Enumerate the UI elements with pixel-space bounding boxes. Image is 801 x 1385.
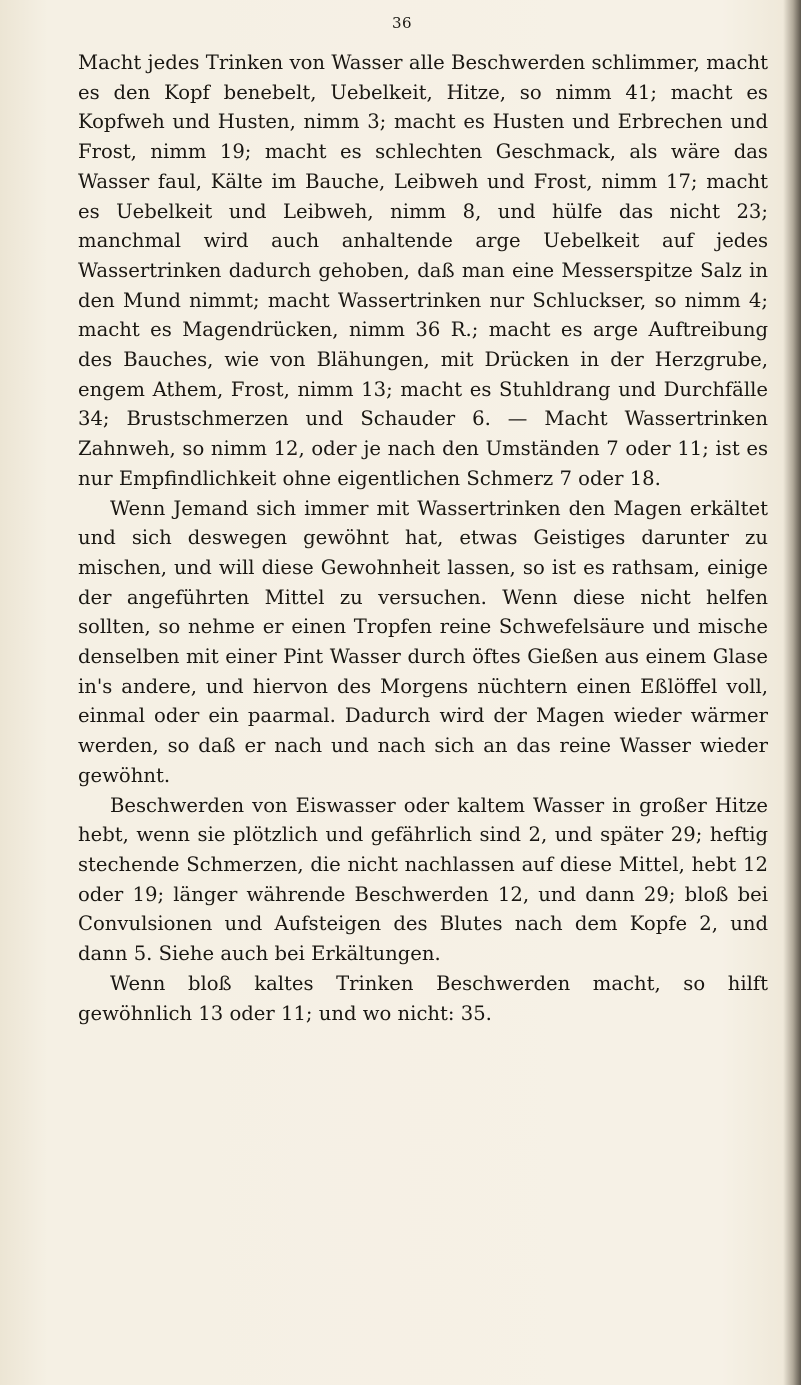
page-number: 36 <box>392 14 413 32</box>
paragraph-stomach-habit: Wenn Jemand sich immer mit Wassertrinken den Magen erkältet und sich deswegen gewöhnt hat, etwas Geistiges darunter zu mischen, und will diese Gewohnheit lassen, so ist es rathsam, einige der angeführten Mittel zu versuchen. Wenn diese nicht helfen sollten, so nehme er einen Tropfen reine Schwefelsäure und mische denselben mit einer Pint Wasser durch öftes Gießen aus einem Glase in's andere, und hiervon des Morgens nüchtern einen Eßlöffel voll, einmal oder ein paarmal. Dadurch wird der Magen wieder wärmer werden, so daß er nach und nach sich an das reine Wasser wieder gewöhnt. <box>78 496 768 787</box>
paragraph-cold-drinking: Wenn bloß kaltes Trinken Beschwerden macht, so hilft gewöhnlich 13 oder 11; und wo nicht: 35. <box>78 971 768 1025</box>
paragraph-ice-water: Beschwerden von Eiswasser oder kaltem Wasser in großer Hitze hebt, wenn sie plötzlich und gefährlich sind 2, und später 29; heftig stechende Schmerzen, die nicht nachlassen auf diese Mittel, hebt 12 oder 19; länger währende Beschwerden 12, und dann 29; bloß bei Convulsionen und Aufsteigen des Blutes nach dem Kopfe 2, und dann 5. Siehe auch bei Erkältungen. <box>78 793 768 966</box>
body-text <box>78 48 768 1028</box>
paragraph-water-drinking-remedies: Macht jedes Trinken von Wasser alle Beschwerden schlimmer, macht es den Kopf benebelt, Uebelkeit, Hitze, so nimm 41; macht es Kopfweh und Husten, nimm 3; macht es Husten und Erbrechen und Frost, nimm 19; macht es schlechten Geschmack, als wäre das Wasser faul, Kälte im Bauche, Leibweh und Frost, nimm 17; macht es Uebelkeit und Leibweh, nimm 8, und hülfe das nicht 23; manchmal wird auch anhaltende arge Uebelkeit auf jedes Wassertrinken dadurch gehoben, daß man eine Messerspitze Salz in den Mund nimmt; macht Wassertrinken nur Schluckser, so nimm 4; macht es Magendrücken, nimm 36 R.; macht es arge Auftreibung des Bauches, wie von Blähungen, mit Drücken in der Herzgrube, engem Athem, Frost, nimm 13; macht es Stuhldrang und Durchfälle 34; Brustschmerzen und Schauder 6. — Macht Wassertrinken Zahnweh, so nimm 12, oder je nach den Umständen 7 oder 11; ist es nur Empfindlichkeit ohne eigentlichen Schmerz 7 oder 18. <box>78 51 768 490</box>
page-gutter-shadow <box>783 0 801 1385</box>
